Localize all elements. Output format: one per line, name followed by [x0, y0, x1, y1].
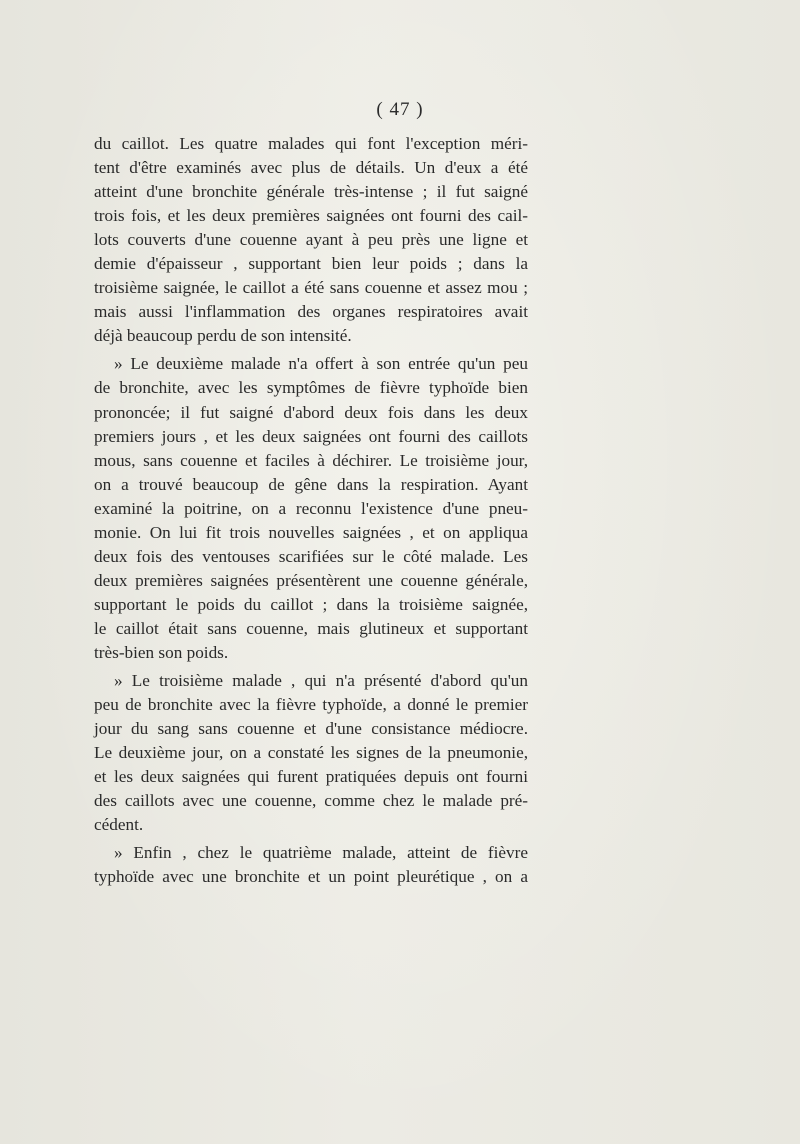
text-line: supportant le poids du caillot ; dans la troisième saignée,: [94, 594, 528, 614]
paragraph: [94, 132, 528, 348]
text-line: deux premières saignées présentèrent une couenne générale,: [94, 570, 528, 590]
text-line: » Le troisième malade , qui n'a présenté d'abord qu'un: [114, 671, 528, 691]
text-line: des caillots avec une couenne, comme chez le malade pré-: [94, 791, 528, 811]
text-line: » Le deuxième malade n'a offert à son entrée qu'un peu: [114, 354, 528, 374]
text-line: très-bien son poids.: [94, 642, 229, 662]
text-line: de bronchite, avec les symptômes de fièvre typhoïde bien: [94, 378, 528, 398]
text-line: le caillot était sans couenne, mais glutineux et supportant: [94, 618, 528, 638]
text-line: » Enfin , chez le quatrième malade, atteint de fièvre: [114, 843, 528, 863]
body-text: [94, 132, 528, 889]
text-line: premiers jours , et les deux saignées ont fourni des caillots: [94, 426, 528, 446]
paragraph: [94, 352, 528, 665]
page-number: ( 47 ): [376, 99, 424, 120]
text-line: jour du sang sans couenne et d'une consistance médiocre.: [94, 719, 528, 739]
text-line: du caillot. Les quatre malades qui font l'exception méri-: [94, 134, 528, 153]
text-line: on a trouvé beaucoup de gêne dans la respiration. Ayant: [94, 474, 528, 494]
text-line: examiné la poitrine, on a reconnu l'existence d'une pneu-: [94, 498, 528, 518]
text-line: typhoïde avec une bronchite et un point pleurétique , on a: [94, 867, 528, 887]
text-line: et les deux saignées qui furent pratiquées depuis ont fourni: [94, 767, 528, 787]
text-line: Le deuxième jour, on a constaté les signes de la pneumonie,: [94, 743, 528, 763]
paragraph: [94, 841, 528, 889]
text-line: demie d'épaisseur , supportant bien leur poids ; dans la: [94, 254, 528, 274]
text-line: troisième saignée, le caillot a été sans couenne et assez mou ;: [94, 278, 528, 298]
text-line: prononcée; il fut saigné d'abord deux fois dans les deux: [94, 402, 528, 422]
text-line: atteint d'une bronchite générale très-intense ; il fut saigné: [94, 182, 528, 202]
text-line: mais aussi l'inflammation des organes respiratoires avait: [94, 302, 528, 322]
text-line: deux fois des ventouses scarifiées sur le côté malade. Les: [94, 546, 528, 566]
text-line: monie. On lui fit trois nouvelles saignées , et on appliqua: [94, 522, 528, 542]
text-line: tent d'être examinés avec plus de détails. Un d'eux a été: [94, 158, 528, 178]
text-line: cédent.: [94, 815, 144, 835]
text-line: trois fois, et les deux premières saignées ont fourni des cail-: [94, 206, 528, 226]
text-line: mous, sans couenne et faciles à déchirer. Le troisième jour,: [94, 450, 528, 470]
text-line: déjà beaucoup perdu de son intensité.: [94, 326, 352, 346]
text-line: peu de bronchite avec la fièvre typhoïde, a donné le premier: [94, 695, 528, 715]
text-line: lots couverts d'une couenne ayant à peu près une ligne et: [94, 230, 528, 250]
paragraph: [94, 669, 528, 837]
